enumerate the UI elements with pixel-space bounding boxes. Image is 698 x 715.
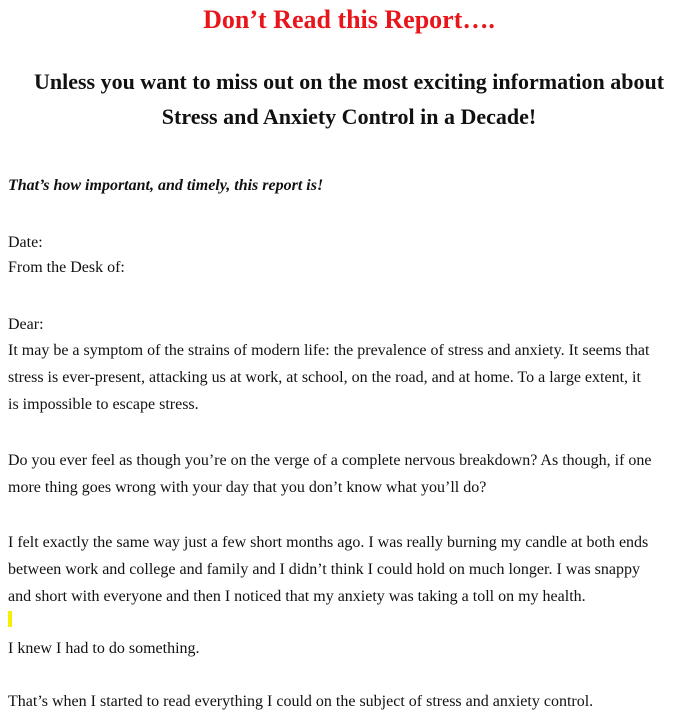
paragraph-line: I knew I had to do something. (8, 640, 200, 657)
paragraph-1 (8, 337, 692, 418)
paragraph-3 (8, 529, 692, 610)
paragraph-2 (8, 447, 692, 501)
paragraph-line: and short with everyone and then I noticed that my anxiety was taking a toll on my health. (8, 588, 586, 605)
paragraph-line: more thing goes wrong with your day that you don’t know what you’ll do? (8, 479, 487, 496)
paragraph-line: between work and college and family and I didn’t think I could hold on much longer. I was snappy (8, 561, 640, 578)
highlight-mark (8, 611, 12, 627)
salutation: Dear: (8, 316, 44, 333)
from-label: From the Desk of: (8, 259, 125, 276)
tagline: That’s how important, and timely, this report is! (8, 177, 324, 194)
subheadline (4, 64, 694, 134)
paragraph-line: is impossible to escape stress. (8, 396, 199, 413)
headline: Don’t Read this Report…. (203, 5, 495, 34)
paragraph-line: stress is ever-present, attacking us at work, at school, on the road, and at home. To a large extent, it (8, 369, 641, 386)
subheadline-line-1: Unless you want to miss out on the most exciting information about (33, 69, 665, 94)
paragraph-5 (8, 688, 692, 715)
paragraph-line: It may be a symptom of the strains of modern life: the prevalence of stress and anxiety. It seems that (8, 342, 650, 359)
paragraph-4 (8, 635, 692, 662)
paragraph-line: I felt exactly the same way just a few short months ago. I was really burning my candle at both ends (8, 534, 649, 551)
subheadline-line-2: Stress and Anxiety Control in a Decade! (161, 104, 537, 129)
paragraph-line: That’s when I started to read everything I could on the subject of stress and anxiety control. (8, 693, 594, 710)
date-label: Date: (8, 234, 43, 251)
paragraph-line: Do you ever feel as though you’re on the verge of a complete nervous breakdown? As though, if one (8, 452, 652, 469)
